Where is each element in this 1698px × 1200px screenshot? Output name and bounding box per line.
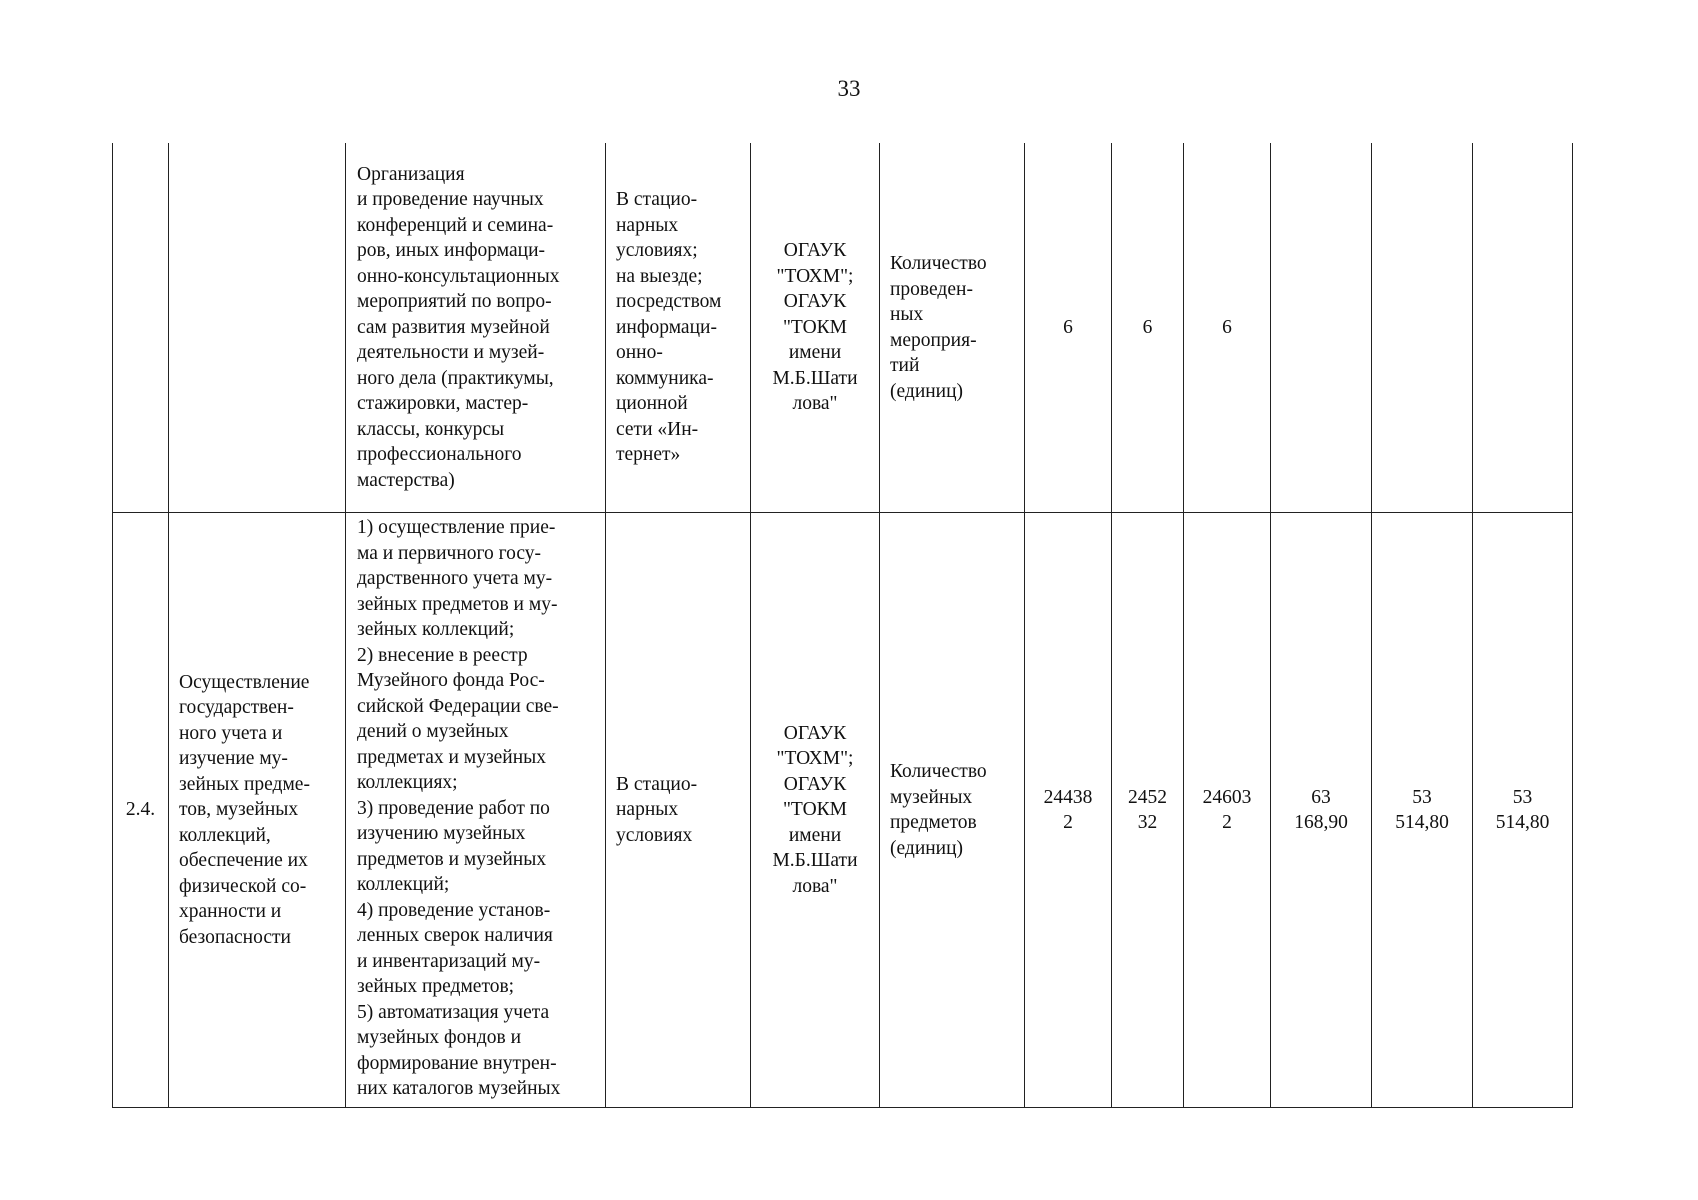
funding-value-1 [1271,143,1372,513]
indicator-value-3: 24603 2 [1184,513,1271,1108]
activity-description: 1) осуществление прие- ма и первичного госу- дарственного учета му- зейных предметов и му- зейных коллекций; 2) внесение в реестр Музейного фонда Рос- сийской Федерации све- дений о музейных предметах и музейных коллекциях; 3) проведение работ по изучению музейных предметов и музейных коллекций; 4) проведение установ- ленных сверок наличия и инвентаризаций му- зейных предметов; 5) автоматизация учета музейных фондов и формирование внутрен- них каталогов музейных [357,517,561,1099]
indicator-value-2: 6 [1112,143,1184,513]
funding-value-3 [1473,143,1573,513]
activity-description-cell [346,513,606,1108]
funding-value-1: 63 168,90 [1271,513,1372,1108]
indicator: Количество музейных предметов (единиц) [880,513,1025,1108]
conditions: В стацио- нарных условиях [606,513,751,1108]
activity-name [169,143,346,513]
row-number: 2.4. [113,513,169,1108]
indicator-value-1: 24438 2 [1025,513,1112,1108]
row-number [113,143,169,513]
activity-description: Организация и проведение научных конференций и семина- ров, иных информаци- онно-консультационных мероприятий по вопро- сам развития музейной деятельности и музей- ного дела (практикумы, стажировки, мастер- классы, конкурсы профессионального мастерства) [357,163,560,491]
indicator-value-1: 6 [1025,143,1112,513]
executor: ОГАУК "ТОХМ"; ОГАУК "ТОКМ имени М.Б.Шати лова" [751,513,880,1108]
table-row [113,513,1573,1108]
activity-description-cell [346,143,606,513]
conditions: В стацио- нарных условиях; на выезде; посредством информаци- онно- коммуника- ционной сети «Ин- тернет» [606,143,751,513]
funding-value-3: 53 514,80 [1473,513,1573,1108]
funding-value-2 [1372,143,1473,513]
activity-name: Осуществление государствен- ного учета и изучение му- зейных предме- тов, музейных коллекций, обеспечение их физической со- хранности и безопасности [169,513,346,1108]
indicator-value-2: 2452 32 [1112,513,1184,1108]
executor: ОГАУК "ТОХМ"; ОГАУК "ТОКМ имени М.Б.Шати лова" [751,143,880,513]
indicator: Количество проведен- ных мероприя- тий (единиц) [880,143,1025,513]
plan-table [112,143,1573,1108]
funding-value-2: 53 514,80 [1372,513,1473,1108]
page-number: 33 [837,76,861,101]
indicator-value-3: 6 [1184,143,1271,513]
table-row [113,143,1573,513]
